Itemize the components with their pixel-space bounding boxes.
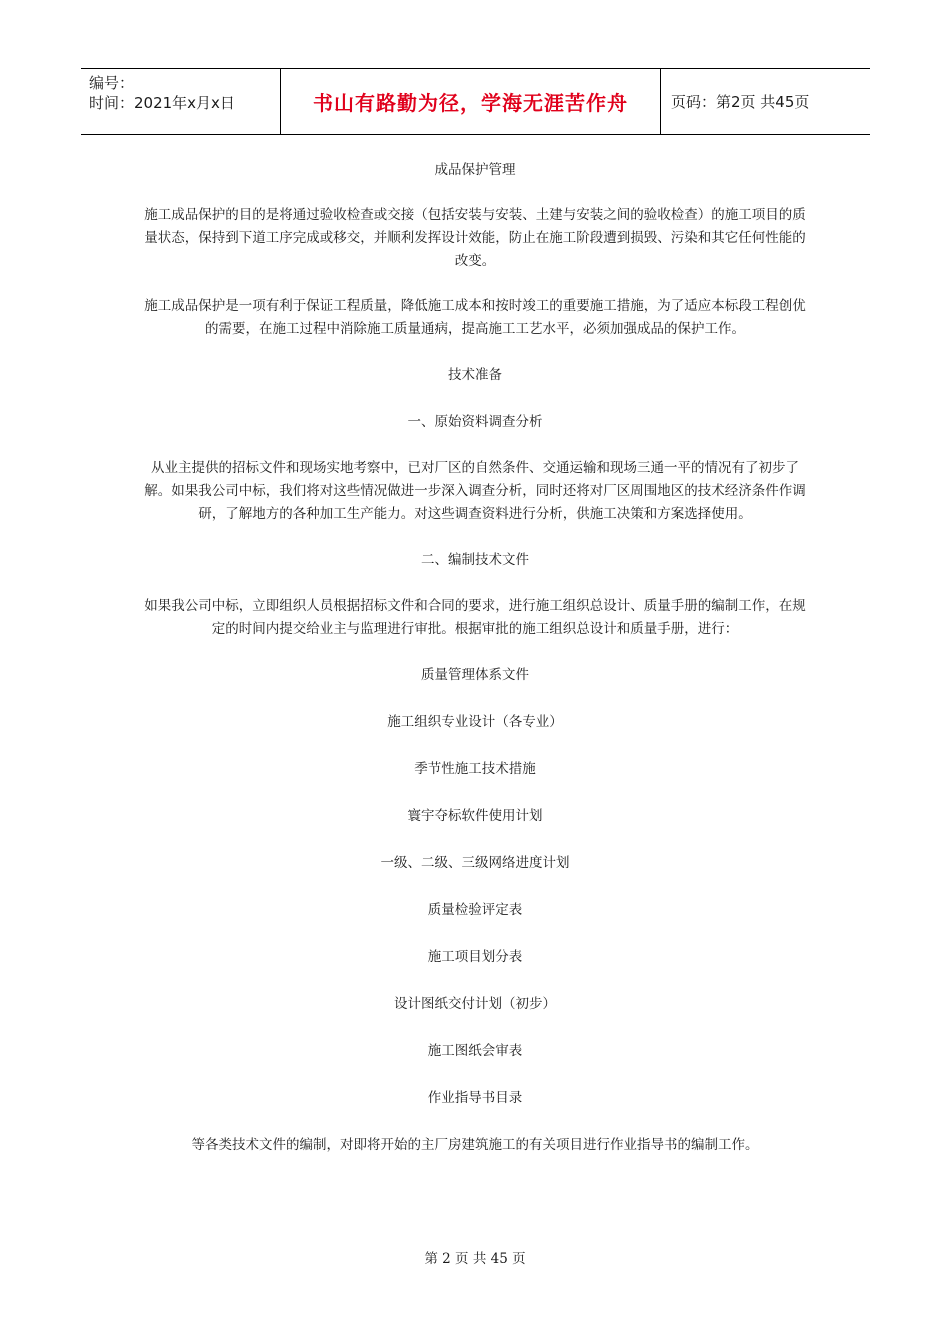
paragraph: 等各类技术文件的编制，对即将开始的主厂房建筑施工的有关项目进行作业指导书的编制工作。 <box>191 1137 759 1153</box>
list-item: 施工项目划分表 <box>427 949 523 965</box>
list-item: 设计图纸交付计划（初步） <box>394 996 556 1012</box>
page-header <box>81 68 870 135</box>
paragraph: 从业主提供的招标文件和现场实地考察中，已对厂区的自然条件、交通运输和现场三通一平的情况有了初步了解。如果我公司中标，我们将对这些情况做进一步深入调查分析，同时还将对厂区周围地区的技术经济条件作调研，了解地方的各种加工生产能力。对这些调查资料进行分析，供施工决策和方案选择使用。 <box>144 460 806 522</box>
header-meta <box>81 69 281 134</box>
subsection-title: 一、原始资料调查分析 <box>407 414 543 430</box>
time-label: 时间：2021年x月x日 <box>89 94 235 112</box>
list-item: 寰宇夺标软件使用计划 <box>407 808 543 824</box>
list-item: 季节性施工技术措施 <box>414 761 536 777</box>
list-item: 作业指导书目录 <box>427 1090 523 1106</box>
list-item: 质量检验评定表 <box>427 902 523 918</box>
paragraph: 如果我公司中标，立即组织人员根据招标文件和合同的要求，进行施工组织总设计、质量手册的编制工作，在规定的时间内提交给业主与监理进行审批。根据审批的施工组织总设计和质量手册，进行： <box>144 598 806 637</box>
paragraph: 施工成品保护是一项有利于保证工程质量，降低施工成本和按时竣工的重要施工措施，为了适应本标段工程创优的需要，在施工过程中消除施工质量通病，提高施工工艺水平，必须加强成品的保护工作。 <box>144 298 806 337</box>
section-title: 成品保护管理 <box>434 162 516 178</box>
subsection-title: 二、编制技术文件 <box>421 552 529 568</box>
list-item: 一级、二级、三级网络进度计划 <box>380 855 570 871</box>
number-label: 编号： <box>89 74 135 92</box>
header-page-info: 页码：第2页 共45页 <box>671 93 810 111</box>
list-item: 施工组织专业设计（各专业） <box>387 714 563 730</box>
page-footer: 第 2 页 共 45 页 <box>424 1251 526 1267</box>
paragraph: 施工成品保护的目的是将通过验收检查或交接（包括安装与安装、土建与安装之间的验收检查）的施工项目的质量状态，保持到下道工序完成或移交，并顺利发挥设计效能，防止在施工阶段遭到损毁、污染和其它任何性能的改变。 <box>144 207 806 269</box>
list-item: 施工图纸会审表 <box>427 1043 523 1059</box>
document-body <box>140 158 810 1157</box>
header-motto: 书山有路勤为径，学海无涯苦作舟 <box>281 69 661 134</box>
list-item: 质量管理体系文件 <box>421 667 529 683</box>
section-title: 技术准备 <box>448 367 502 383</box>
